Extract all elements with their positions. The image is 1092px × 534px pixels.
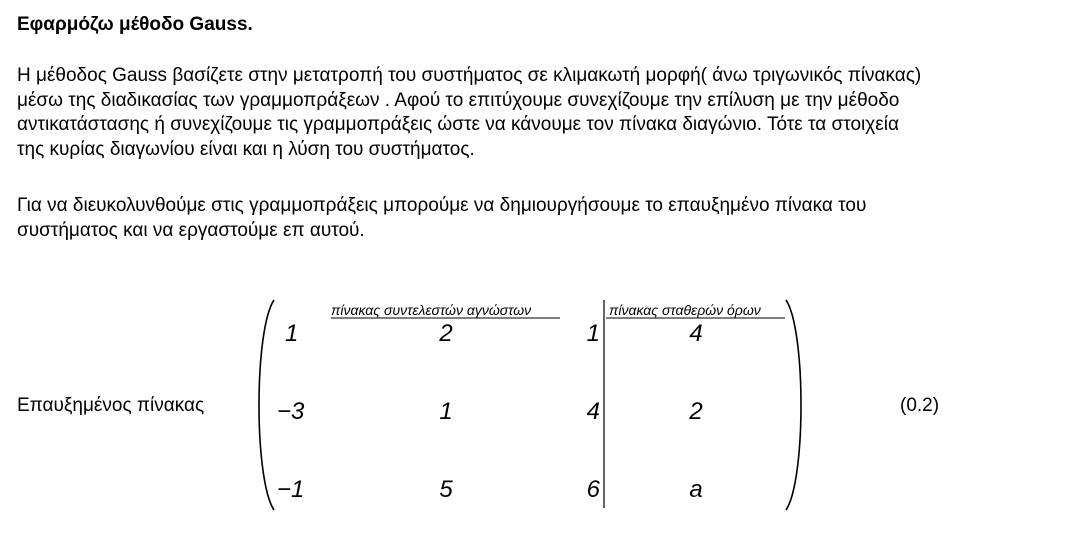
matrix-cell: 5 xyxy=(439,476,453,503)
matrix-cell: 1 xyxy=(439,398,453,425)
coefficients-header: πίνακας συντελεστών αγνώστων xyxy=(331,302,532,318)
matrix-cell: 2 xyxy=(689,398,703,425)
matrix-cell: −3 xyxy=(277,398,305,425)
paragraph-line: αντικατάστασης ή συνεχίζουμε τις γραμμοπράξεις ώστε να κάνουμε τον πίνακα διαγώνιο. Τότε τα στοιχεία xyxy=(17,114,899,135)
paragraph-line: μέσω της διαδικασίας των γραμμοπράξεων . Αφού το επιτύχουμε συνεχίζουμε την επίλυση με την μέθοδο xyxy=(17,89,900,111)
constants-header: πίνακας σταθερών όρων xyxy=(609,302,761,318)
matrix-cell: 1 xyxy=(586,320,600,347)
paragraph-line: Η μέθοδος Gauss βασίζετε στην μετατροπή του συστήματος σε κλιμακωτή μορφή( άνω τριγωνικός πίνακας) xyxy=(17,65,922,86)
left-parenthesis xyxy=(259,300,274,510)
page-title: Εφαρμόζω μέθοδο Gauss. xyxy=(17,14,253,35)
matrix-cell: −1 xyxy=(277,476,305,503)
matrix-cell: a xyxy=(689,476,703,503)
matrix-cell: 1 xyxy=(285,320,299,347)
matrix-cell: 2 xyxy=(439,320,453,347)
paragraph-line: Για να διευκολυνθούμε στις γραμμοπράξεις μπορούμε να δημιουργήσουμε το επαυξημένο πίνακα του xyxy=(17,195,867,216)
paragraph-line: συστήματος και να εργαστούμε επ αυτού. xyxy=(17,219,365,241)
matrix-cell: 4 xyxy=(586,398,600,425)
right-parenthesis xyxy=(786,300,801,510)
paragraph-line: της κυρίας διαγωνίου είναι και η λύση του συστήματος. xyxy=(17,138,475,160)
matrix-cell: 6 xyxy=(586,476,600,503)
matrix-cell: 4 xyxy=(689,320,703,347)
equation-number: (0.2) xyxy=(900,395,940,416)
matrix-label: Επαυξημένος πίνακας xyxy=(17,395,205,416)
